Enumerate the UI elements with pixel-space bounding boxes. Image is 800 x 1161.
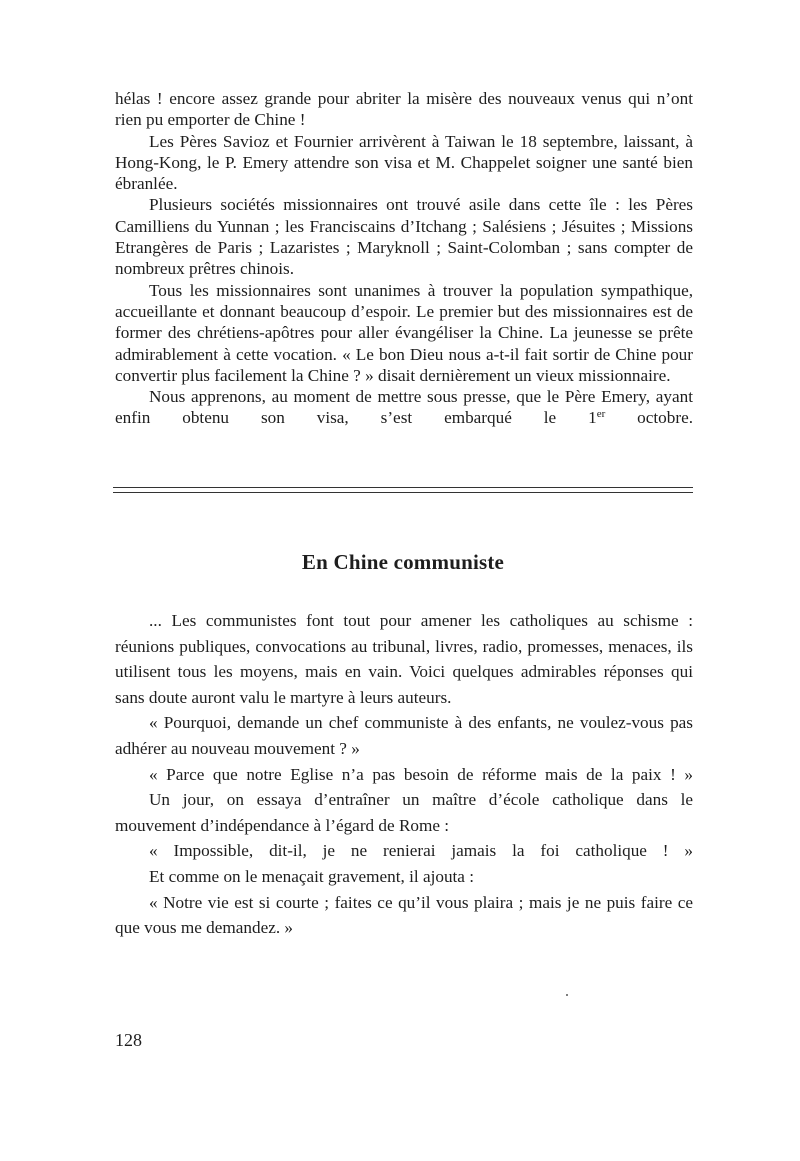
paragraph: Tous les missionnaires sont unanimes à trouver la population sympathique, accueillante et donnant beaucoup d’espoir. Le premier but des missionnaires est de former des chrétiens-apôtres pour aller évangéliser la Chine. La jeunesse se prête admirablement à cette vocation. « Le bon Dieu nous a-t-il fait sortir de Chine pour convertir plus facilement la Chine ? » disait dernièrement un vieux missionnaire. xyxy=(115,280,693,385)
section-divider-line xyxy=(113,487,693,488)
paragraph-final xyxy=(115,386,693,429)
paragraph: Un jour, on essaya d’entraîner un maître d’école catholique dans le mouvement d’indépendance à l’égard de Rome : xyxy=(115,790,693,835)
paragraph: Plusieurs sociétés missionnaires ont trouvé asile dans cette île : les Pères Camilliens du Yunnan ; les Franciscains d’Itchang ; Salésiens ; Jésuites ; Missions Etrangères de Paris ; Lazaristes ; Maryknoll ; Saint-Colomban ; sans compter de nombreux prêtres chinois. xyxy=(115,195,693,279)
paragraph: Les Pères Savioz et Fournier arrivèrent à Taiwan le 18 septembre, laissant, à Hong-Kong, le P. Emery attendre son visa et M. Chappelet soigner une santé bien ébranlée. xyxy=(115,131,693,194)
paragraph: hélas ! encore assez grande pour abriter la misère des nouveaux venus qui n’ont rien pu emporter de Chine ! xyxy=(115,89,693,130)
final-paragraph-text: Nous apprenons, au moment de mettre sous presse, que le Père Emery, ayant enfin obtenu son visa, s’est embarqué le 1 xyxy=(115,387,693,428)
final-paragraph-end: octobre. xyxy=(605,408,693,428)
quote-paragraph: « Parce que notre Eglise n’a pas besoin de réforme mais de la paix ! » xyxy=(149,764,693,784)
print-speck xyxy=(566,994,568,996)
quote-paragraph: « Notre vie est si courte ; faites ce qu’il vous plaira ; mais je ne puis faire ce que vous me demandez. » xyxy=(115,892,693,938)
section-body xyxy=(115,608,693,941)
page-number: 128 xyxy=(115,1030,142,1050)
section-divider-line xyxy=(113,492,693,493)
continued-text-section xyxy=(115,88,693,429)
section-title: En Chine communiste xyxy=(301,550,505,574)
quote-paragraph: « Pourquoi, demande un chef communiste à des enfants, ne voulez-vous pas adhérer au nouveau mouvement ? » xyxy=(115,713,693,758)
quote-paragraph: « Impossible, dit-il, je ne renierai jamais la foi catholique ! » xyxy=(149,841,693,861)
ordinal-superscript: er xyxy=(596,408,606,421)
paragraph: ... Les communistes font tout pour amener les catholiques au schisme : réunions publiques, convocations au tribunal, livres, radio, promesses, menaces, ils utilisent tous les moyens, mais en vain. Voici quelques admirables réponses qui sans doute auront valu le martyre à leurs auteurs. xyxy=(115,611,693,707)
paragraph: Et comme on le menaçait gravement, il ajouta : xyxy=(149,866,475,886)
